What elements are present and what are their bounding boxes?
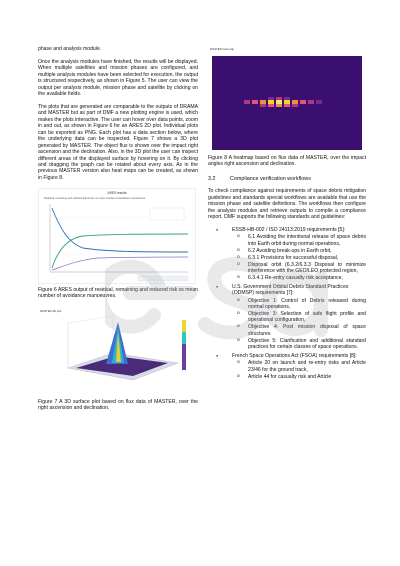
requirement-sublist <box>232 360 366 380</box>
standard-title: ESSB-HB-002 / ISO 24113:2019 requirements [5]: <box>232 227 346 234</box>
standard-item <box>208 353 366 380</box>
figure-8 <box>208 46 366 152</box>
section-number: 3.2 <box>208 175 216 182</box>
figure-8-caption: Figure 8 A heatmap based on flux data of MASTER, over the impact angles right ascension and declination. <box>208 155 366 168</box>
requirement-item: o 6.3.1 Provisions for successful disposal, <box>232 255 366 261</box>
requirement-item: o Objective 3: Selection of safe flight profile and operational configuration, <box>232 311 366 324</box>
figure-6-header: ARES results <box>107 190 127 195</box>
figure-6-toolbar[interactable] <box>138 276 188 281</box>
requirement-item: o Article 20 on launch and re-entry risks and Article 23/46 for the ground track, <box>232 360 366 373</box>
standard-item <box>208 284 366 351</box>
figure-7 <box>38 308 196 396</box>
requirement-item: o Objective 5: Clarification and additional standard practices for certain classes of space operations. <box>232 338 366 351</box>
figure-6-legend <box>150 208 184 220</box>
requirement-item: o 6.3.4.1 Re-entry casualty risk acceptance, <box>232 275 366 281</box>
left-column <box>38 46 198 420</box>
requirement-sublist <box>232 298 366 351</box>
section-heading <box>208 176 366 182</box>
standard-title: French Space Operations Act (FSOA) requirements [8]: <box>232 352 357 359</box>
requirement-item: o Article 44 for casualty risk and Article <box>232 374 366 380</box>
figure-8-plot <box>208 46 366 152</box>
figure-7-header: MASTER 3D plot <box>40 308 62 313</box>
requirement-item: o Objective 4: Post mission disposal of space structures <box>232 324 366 337</box>
right-column <box>208 46 366 382</box>
standard-title: U.S. Government Orbital Debris Standard Practices (ODMSP) requirements [7]: <box>232 283 349 297</box>
figure-6-plot-title: Residual, remaining and reduced debris flux vs mean number of avoidance manoeuvres <box>44 196 146 200</box>
standard-item <box>208 227 366 282</box>
figure-7-caption: Figure 7 A 3D surface plot based on flux data of MASTER, over the right ascension and declination. <box>38 398 198 412</box>
figure-6-plot <box>38 188 196 284</box>
requirement-sublist <box>232 234 366 281</box>
requirement-item: o 6.2 Avoiding break-ups in Earth orbit, <box>232 248 366 254</box>
figure-6 <box>38 188 196 284</box>
requirement-item: o Disposal orbit (6.3.2/6.3.3 Disposal to minimize interference with the GEO/LEO protected region, <box>232 262 366 275</box>
section-title: Compliance verification workflows <box>230 175 311 182</box>
paragraph-modules: Once the analysis modules have finished, the results will be displayed. When multiple satellites and mission phases are configured, and multiple analysis modules have been selected for execution, the output is structured respectively, as shown in Figure 5. The user can view the output per analysis module, mission phase and satellite by clicking on the available fields. <box>38 58 198 98</box>
paragraph-plots: The plots that are generated are comparable to the outputs of DRAMA and MASTER but as part of DMF a new plotting engine is used, which makes the plots interactive. The user can hover over data points, zoom in and out, as shown in Figure 6 for an ARES 2D plot. Individual plots can be exported as PNG. Each plot has a data section below, where the underlying data can be inspected. Figure 7 shows a 3D plot generated by MASTER. The object flux is shown over the impact right ascension and the declination. Also, in the 3D plot the user can inspect different areas of the displayed surface by hovering on it. By clicking and dragging the graph can be rotated about every axis. As in the previous MASTER version also heat maps can be created, as shown in Figure 8. <box>38 103 198 181</box>
intro-fragment: phase and analysis module. <box>38 46 102 52</box>
requirement-item: o 6.1 Avoiding the intentional release of space debris into Earth orbit during normal operations, <box>232 234 366 247</box>
requirement-item: o Objective 1: Control of Debris released during normal operations, <box>232 298 366 311</box>
paragraph-compliance: To check compliance against requirements of space debris mitigation guidelines and standards special workflows are available that use the mission phase and satellite definitions. The workflows then configure the analysis modules and retrieve outputs to compile a compliance report. DMF supports the following standards and guidelines: <box>208 188 366 221</box>
figure-7-plot <box>38 308 196 396</box>
standards-list <box>208 227 366 380</box>
figure-6-caption: Figure 6 ARES output of residual, remaining and reduced risk vs mean number of avoidance manoeuvres. <box>38 286 198 300</box>
figure-8-header: MASTER heat map <box>210 47 235 51</box>
